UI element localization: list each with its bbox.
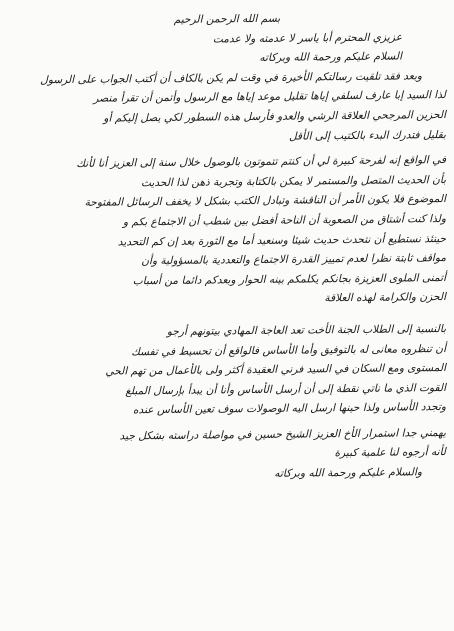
letter-line: الموضوع فلا يكون الأمر أن الناقشة وتبادل الكتب بشكل لا يخفف الرسائل المفتوحة: [84, 193, 447, 210]
paragraph-2: [8, 151, 446, 308]
letter-line: مواقف ثابتة نظرا لعدم تمييز القدرة الاجتماع والتعددية بالمسؤولية وأن: [141, 252, 447, 268]
letter-line: لذا السيد إبا عارف لسلفي إياها تقليل موعد إياها مع الرسول وأتمن أن تقرأ منصر: [93, 89, 447, 106]
letter-line: أن تنظروه معانى له بالتوفيق وأما الأساس فالواقع أن تحسيط في تفسك: [131, 342, 447, 358]
basmala: بسم الله الرحمن الرحيم: [173, 12, 281, 26]
letter-line: بالنسبة إلى الطلاب الجنة الأخت تعد العاجة المهادي بيتونهم أرجو: [166, 322, 447, 338]
closing-line: والسلام عليكم ورحمة الله وبركاته: [274, 466, 423, 480]
letter-line: حينئذ نستطيع أن نتحدث حديث شيئا وسنعيد أما مع الثورة بعد إن كم التحديد: [117, 232, 447, 248]
letter-line: الحزين المرجحي العلاقة الرشي والعدو فأرسل هذه السطور لكي يصل إليكم أو: [103, 108, 447, 125]
letter-line: المستوى ومع السكان في السيد فرني العقيدة أكثر ولى بالأعمال من تهم الحي: [105, 362, 447, 378]
letter-line: يهمني جدا استمرار الأخ العزيز الشيخ حسين في مواصلة دراسته بشكل جيد: [119, 426, 447, 443]
letter-line: القوت الذي ما ناتي نقطة إلى أن أرسل الأساس وأنا أن يبدأ بإرسال المبلغ: [125, 381, 447, 398]
recipient-line: عزيزي المحترم أبا ياسر لا عدمته ولا عدمت: [212, 31, 403, 46]
paragraph-4: [8, 424, 446, 463]
letter-line: وبعد فقد تلقيت رسالتكم الأخيرة في وقت لم يكن بالكاف أن أكتب الجواب على الرسول: [40, 70, 423, 87]
greeting-line: السلام عليكم ورحمة الله وبركاته: [259, 50, 403, 65]
letter-line: في الواقع إنه لفرحة كبيرة لي أن كنتم تتموتون بالوصول خلال سنة إلى العزيز أنا لأنك: [76, 154, 447, 171]
handwritten-letter: [8, 8, 446, 623]
letter-line: لأنه أرجوه لنا علمية كبيرة: [334, 446, 447, 460]
letter-line: وتجدد الأساس ولذا حينها ارسل اليه الوصولات سوف تعين الأساس عنده: [132, 401, 447, 417]
letter-line: أتمنى الملوى العزيزة بجانكم يكلمكم بينه الحوار وبعدكم دائما من أسباب: [132, 271, 447, 287]
letter-line: بقليل فتدرك البدء بالكتيب إلى الأقل: [288, 128, 447, 143]
paragraph-3: [8, 320, 446, 418]
letter-line: ولذا كنت أشتاق من الصعوبة أن الناحة أفضل بين شطب أن الاجتماع بكم و: [122, 212, 447, 229]
letter-line: بأن الحديث المتصل والمستمر لا يمكن بالكتابة وتجربة ذهن لذا الحديث: [140, 173, 447, 189]
paragraph-1: [8, 67, 446, 145]
letter-line: الحزن والكرامة لهذه العلاقة: [324, 291, 447, 305]
